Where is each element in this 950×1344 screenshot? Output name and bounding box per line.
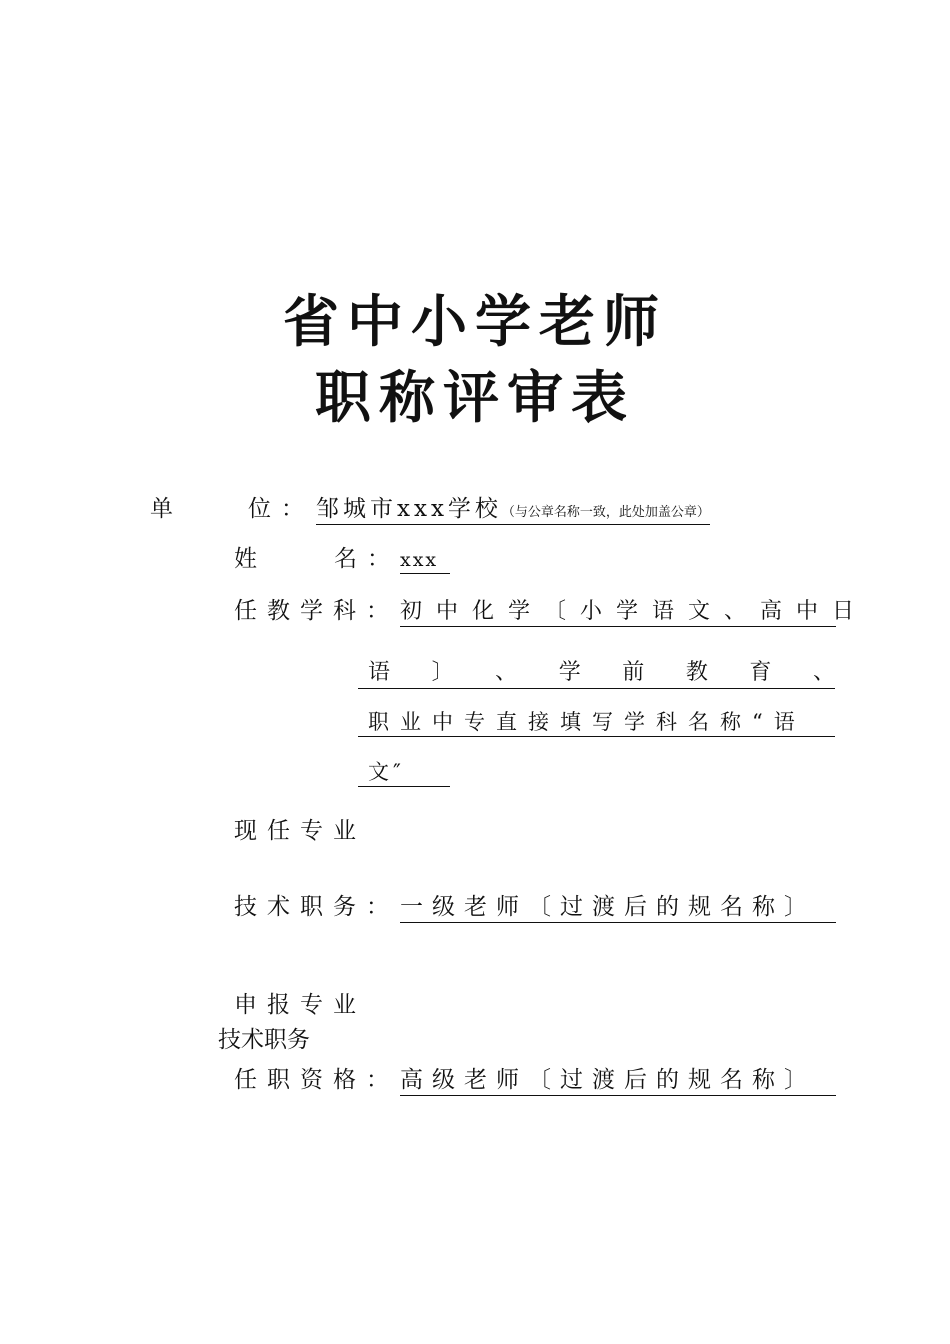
- unit-label-b: 位：: [248, 496, 314, 522]
- applied-title-label-line3: 任职资格：: [234, 1067, 399, 1093]
- subject-line2-char: 、: [812, 660, 835, 685]
- form-title-line2: 职称评审表: [315, 365, 635, 431]
- subject-line1: 初中化学〔小学语文、高中日: [400, 601, 836, 627]
- subject-line2-char: 育: [749, 660, 772, 685]
- applied-title-label-line1: 申报专业: [234, 992, 366, 1018]
- subject-line2-char: 、: [495, 660, 518, 685]
- unit-label-a: 单: [150, 496, 173, 522]
- unit-note: （与公章名称一致，此处加盖公章）: [501, 505, 710, 520]
- subject-line2-char: 学: [558, 660, 581, 685]
- subject-line2-char: 教: [685, 660, 708, 685]
- name-label-b: 名：: [334, 546, 400, 572]
- current-title-label-line1: 现任专业: [234, 818, 366, 844]
- name-value: xxx: [400, 551, 450, 574]
- subject-line2-char: 〕: [431, 660, 454, 685]
- subject-line2-char: 前: [622, 660, 645, 685]
- subject-line2-char: 语: [368, 660, 391, 685]
- name-label-a: 姓: [234, 546, 257, 572]
- subject-line2: [358, 662, 835, 689]
- applied-title-label-line2: 技术职务: [218, 1027, 310, 1053]
- subject-line4: 文″: [358, 762, 450, 787]
- current-title-label-line2: 技术职务：: [234, 894, 399, 920]
- subject-label: 任教学科：: [234, 598, 399, 624]
- form-title-line1: 省中小学老师: [283, 289, 667, 355]
- applied-title-value: 高级老师〔过渡后的规名称〕: [400, 1069, 836, 1096]
- subject-line3: 职业中专直接填写学科名称“语: [358, 712, 835, 737]
- current-title-value: 一级老师〔过渡后的规名称〕: [400, 896, 836, 923]
- unit-field: [316, 498, 710, 525]
- unit-value: 邹城市xxx学校: [316, 496, 502, 522]
